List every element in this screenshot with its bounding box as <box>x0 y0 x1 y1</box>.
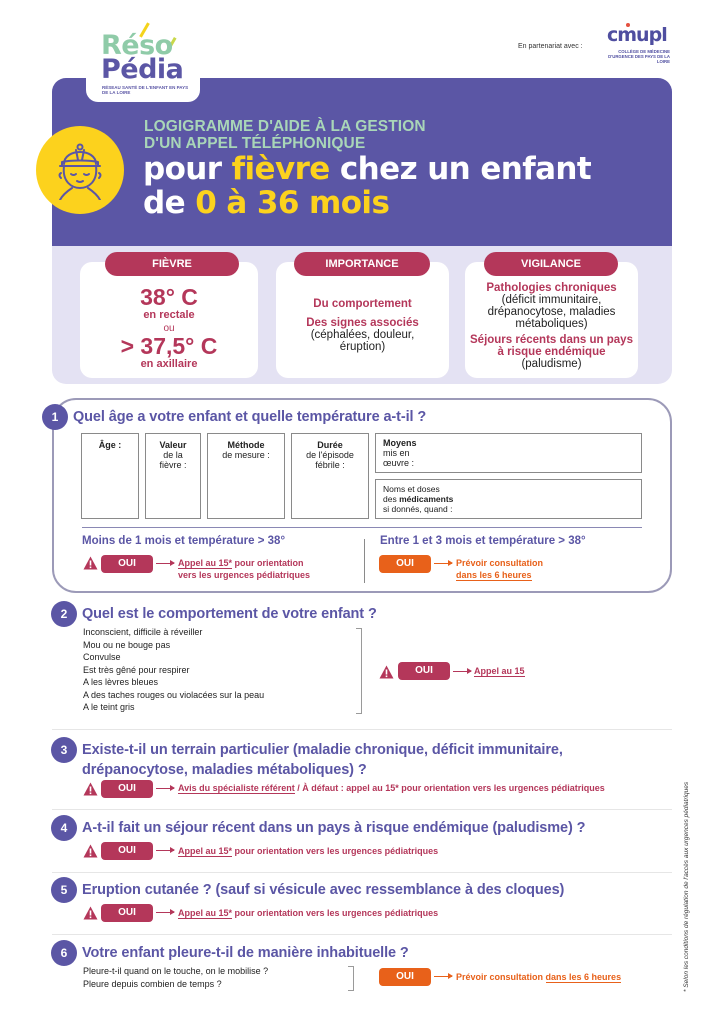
section-separator <box>52 934 672 935</box>
warning-icon <box>379 665 394 679</box>
subtitle-line-1: LOGIGRAMME D'AIDE À LA GESTION <box>144 118 426 135</box>
crying-list <box>83 965 268 990</box>
title-text: chez un enfant <box>329 151 592 187</box>
action-text: pour orientation <box>232 558 304 568</box>
oui-button[interactable]: OUI <box>379 555 431 573</box>
partner-label: En partenariat avec : <box>518 43 583 50</box>
or-label: ou <box>163 323 175 334</box>
field-label: médicaments <box>399 494 454 504</box>
behavior-list <box>83 626 264 714</box>
field-label: Valeur <box>159 440 187 450</box>
action-emergency-call <box>178 845 438 857</box>
section-1-number: 1 <box>42 404 68 430</box>
oui-button[interactable]: OUI <box>101 555 153 573</box>
section-4-question: A-t-il fait un séjour récent dans un pays à risque endémique (paludisme) ? <box>82 820 586 836</box>
section-5-number: 5 <box>51 877 77 903</box>
action-link[interactable]: Appel au 15* <box>178 846 233 856</box>
title-text: de <box>143 185 196 221</box>
list-bracket <box>348 966 354 991</box>
field-sublabel: mis en <box>383 448 410 458</box>
importance-item-2-title: Des signes associés <box>306 317 419 329</box>
temp-axillary: > 37,5° C <box>120 333 218 359</box>
title-highlight: 0 à 36 mois <box>195 185 390 221</box>
title-line-1 <box>143 152 591 186</box>
cond-under-1-month-title: Moins de 1 mois et température > 38° <box>82 535 286 547</box>
title-highlight: fièvre <box>231 151 330 187</box>
action-specialist <box>178 782 605 794</box>
list-item: A des taches rouges ou violacées sur la peau <box>83 689 265 700</box>
warning-icon <box>83 782 98 796</box>
question-line: drépanocytose, maladies métaboliques) ? <box>82 762 367 778</box>
title-line-2 <box>143 186 591 220</box>
vigilance-item-2-title: Séjours récents dans un pays à risque endémique <box>470 334 633 358</box>
importance-item-2-detail: (céphalées, douleur, éruption) <box>310 329 415 353</box>
warning-icon <box>83 906 98 920</box>
measure-method-field[interactable] <box>207 433 285 519</box>
page-subtitle <box>144 118 426 152</box>
field-sublabel: de mesure : <box>222 450 270 460</box>
title-text: pour <box>143 151 232 187</box>
oui-button[interactable]: OUI <box>101 904 153 922</box>
action-link[interactable]: dans les 6 heures <box>545 972 622 982</box>
subtitle-line-2: D'UN APPEL TÉLÉPHONIQUE <box>144 135 366 152</box>
arrow-icon <box>156 850 174 851</box>
list-item: Convulse <box>83 652 121 662</box>
vigilance-item-1-title: Pathologies chroniques <box>486 282 617 294</box>
vigilance-label: VIGILANCE <box>484 252 618 276</box>
action-emergency-call <box>474 665 525 677</box>
action-text: pour orientation vers les urgences pédiatriques <box>232 908 439 918</box>
list-item: A les lèvres bleues <box>83 677 159 687</box>
vigilance-item-2-detail: (paludisme) <box>521 358 582 370</box>
list-item: A le teint gris <box>83 702 135 712</box>
baby-icon <box>50 136 110 200</box>
method-rectal: en rectale <box>143 309 195 321</box>
cmupl-logo: cmupl <box>607 24 667 46</box>
temp-rectal: 38° C <box>140 284 198 310</box>
action-emergency-call <box>178 557 310 581</box>
action-link[interactable]: Appel au 15* <box>178 558 233 568</box>
importance-card <box>276 262 449 378</box>
action-consultation <box>456 557 543 581</box>
importance-item-1: Du comportement <box>313 298 412 310</box>
field-sublabel: Noms et doses <box>383 484 440 494</box>
means-used-field[interactable] <box>375 433 642 473</box>
action-text: Prévoir consultation <box>456 558 544 568</box>
arrow-icon <box>156 563 174 564</box>
arrow-icon <box>156 912 174 913</box>
action-emergency-call <box>178 907 438 919</box>
list-item: Inconscient, difficile à réveiller <box>83 627 203 637</box>
cond-1-to-3-months-title: Entre 1 et 3 mois et température > 38° <box>380 535 586 547</box>
arrow-icon <box>156 788 174 789</box>
field-sublabel: de la fièvre : <box>159 450 187 470</box>
list-item: Pleure-t-il quand on le touche, on le mobilise ? <box>83 966 269 976</box>
field-label: Moyens <box>383 438 417 448</box>
section-4-number: 4 <box>51 815 77 841</box>
action-link[interactable]: dans les 6 heures <box>456 570 532 580</box>
vigilance-card <box>465 262 638 378</box>
action-text: vers les urgences pédiatriques <box>178 570 311 580</box>
section-1-divider <box>82 527 642 528</box>
age-field[interactable] <box>81 433 139 519</box>
section-3-question <box>82 740 563 780</box>
importance-label: IMPORTANCE <box>294 252 430 276</box>
question-line: Existe-t-il un terrain particulier (maladie chronique, déficit immunitaire, <box>82 742 563 758</box>
field-label: Méthode <box>227 440 265 450</box>
list-item: Mou ou ne bouge pas <box>83 639 171 650</box>
cmupl-tagline: COLLÈGE DE MÉDECINE D'URGENCE DES PAYS DE LA LOIRE <box>608 49 670 64</box>
footnote: * Selon les conditions de régulation de l'accès aux urgences pédiatriques <box>683 781 690 992</box>
field-sublabel: des <box>383 494 400 504</box>
field-sublabel: de l'épisode fébrile : <box>306 450 354 470</box>
section-6-number: 6 <box>51 940 77 966</box>
warning-icon <box>83 556 98 570</box>
arrow-icon <box>453 671 471 672</box>
method-axillary: en axillaire <box>140 358 198 370</box>
fievre-label: FIÈVRE <box>105 252 239 276</box>
vigilance-item-1-detail: (déficit immunitaire, drépanocytose, maladies métaboliques) <box>487 294 616 330</box>
field-sublabel: œuvre : <box>383 458 415 468</box>
section-6-question: Votre enfant pleure-t-il de manière inhabituelle ? <box>82 945 409 961</box>
field-sublabel: si donnés, quand : <box>383 504 453 514</box>
action-link[interactable]: Avis du spécialiste référent <box>178 783 295 793</box>
arrow-icon <box>434 563 452 564</box>
logo-reso-text: Réso <box>101 30 173 61</box>
logo-tagline: RÉSEAU SANTÉ DE L'ENFANT EN PAYS DE LA LOIRE <box>102 85 189 95</box>
medications-field[interactable] <box>375 479 642 519</box>
action-text: pour orientation vers les urgences pédiatriques <box>232 846 439 856</box>
section-1-column-divider <box>364 539 365 583</box>
field-label: Durée <box>317 440 343 450</box>
section-2-number: 2 <box>51 601 77 627</box>
list-bracket <box>356 628 362 714</box>
field-label: Âge : <box>98 440 122 450</box>
episode-duration-field[interactable] <box>291 433 369 519</box>
section-3-number: 3 <box>51 737 77 763</box>
action-consultation <box>456 971 621 983</box>
oui-button[interactable]: OUI <box>379 968 431 986</box>
section-2-question: Quel est le comportement de votre enfant ? <box>82 606 377 622</box>
action-link[interactable]: Appel au 15 <box>474 666 525 676</box>
action-link[interactable]: Appel au 15* <box>178 908 233 918</box>
page-title <box>143 152 591 220</box>
section-separator <box>52 809 672 810</box>
action-text: / À défaut : appel au 15* pour orientation vers les urgences pédiatriques <box>294 783 605 793</box>
oui-button[interactable]: OUI <box>398 662 450 680</box>
section-5-question: Eruption cutanée ? (sauf si vésicule avec ressemblance à des cloques) <box>82 882 565 898</box>
section-separator <box>52 872 672 873</box>
section-separator <box>52 729 672 730</box>
list-item: Pleure depuis combien de temps ? <box>83 978 222 989</box>
section-1-question: Quel âge a votre enfant et quelle température a-t-il ? <box>73 409 427 425</box>
logo-pedia-text: Pédia <box>101 54 184 85</box>
warning-icon <box>83 844 98 858</box>
oui-button[interactable]: OUI <box>101 780 153 798</box>
arrow-icon <box>434 976 452 977</box>
list-item: Est très gêné pour respirer <box>83 664 190 675</box>
fever-value-field[interactable] <box>145 433 201 519</box>
oui-button[interactable]: OUI <box>101 842 153 860</box>
action-text: Prévoir consultation <box>456 972 546 982</box>
fievre-card <box>80 262 258 378</box>
